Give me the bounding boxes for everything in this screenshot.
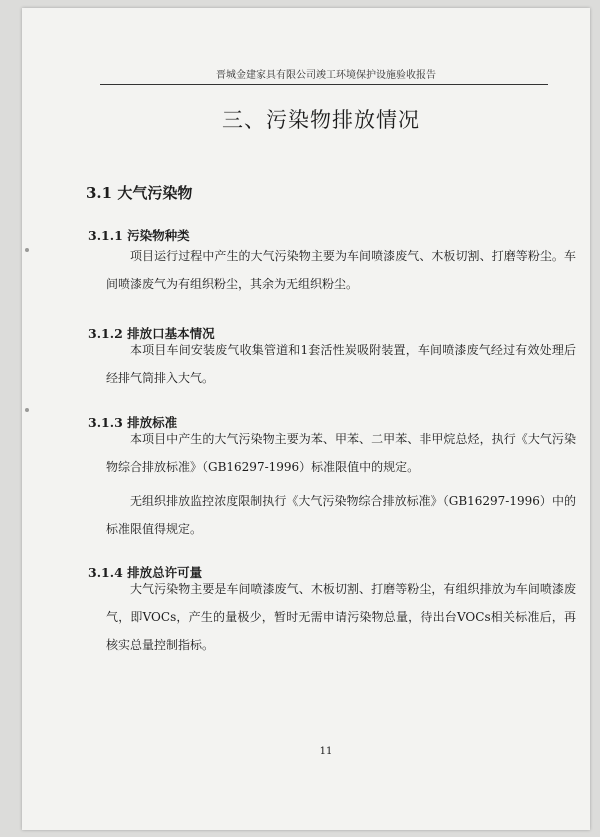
- binding-hole: [25, 408, 29, 412]
- paragraph: 项目运行过程中产生的大气污染物主要为车间喷漆废气、木板切割、打磨等粉尘。车间喷漆废气为有组织粉尘，其余为无组织粉尘。: [106, 249, 576, 291]
- binding-hole: [25, 248, 29, 252]
- header-rule: [100, 84, 548, 85]
- subsection-heading-3-1-3: 3.1.3 排放标准: [88, 415, 178, 430]
- page-number: 11: [319, 746, 333, 757]
- paragraph: 大气污染物主要是车间喷漆废气、木板切割、打磨等粉尘，有组织排放为车间喷漆废气，即VOCs，产生的量极少，暂时无需申请污染物总量，待出台VOCs相关标准后，再核实总量控制指标。: [106, 582, 576, 652]
- subsection-heading-3-1-2: 3.1.2 排放口基本情况: [88, 326, 215, 341]
- subsection-heading-3-1-1: 3.1.1 污染物种类: [88, 228, 190, 243]
- running-header: 晋城金建家具有限公司竣工环境保护设施验收报告: [216, 70, 436, 81]
- document-page: [22, 8, 590, 830]
- paragraph: 本项目车间安装废气收集管道和1套活性炭吸附装置，车间喷漆废气经过有效处理后经排气筒排入大气。: [106, 343, 576, 385]
- page-title: 三、污染物排放情况: [222, 108, 420, 132]
- paragraph: 无组织排放监控浓度限制执行《大气污染物综合排放标准》（GB16297-1996）中的标准限值得规定。: [106, 494, 576, 536]
- subsection-heading-3-1-4: 3.1.4 排放总许可量: [88, 565, 203, 580]
- paragraph: 本项目中产生的大气污染物主要为苯、甲苯、二甲苯、非甲烷总烃，执行《大气污染物综合排放标准》（GB16297-1996）标准限值中的规定。: [106, 432, 576, 474]
- section-heading: 3.1 大气污染物: [86, 184, 193, 202]
